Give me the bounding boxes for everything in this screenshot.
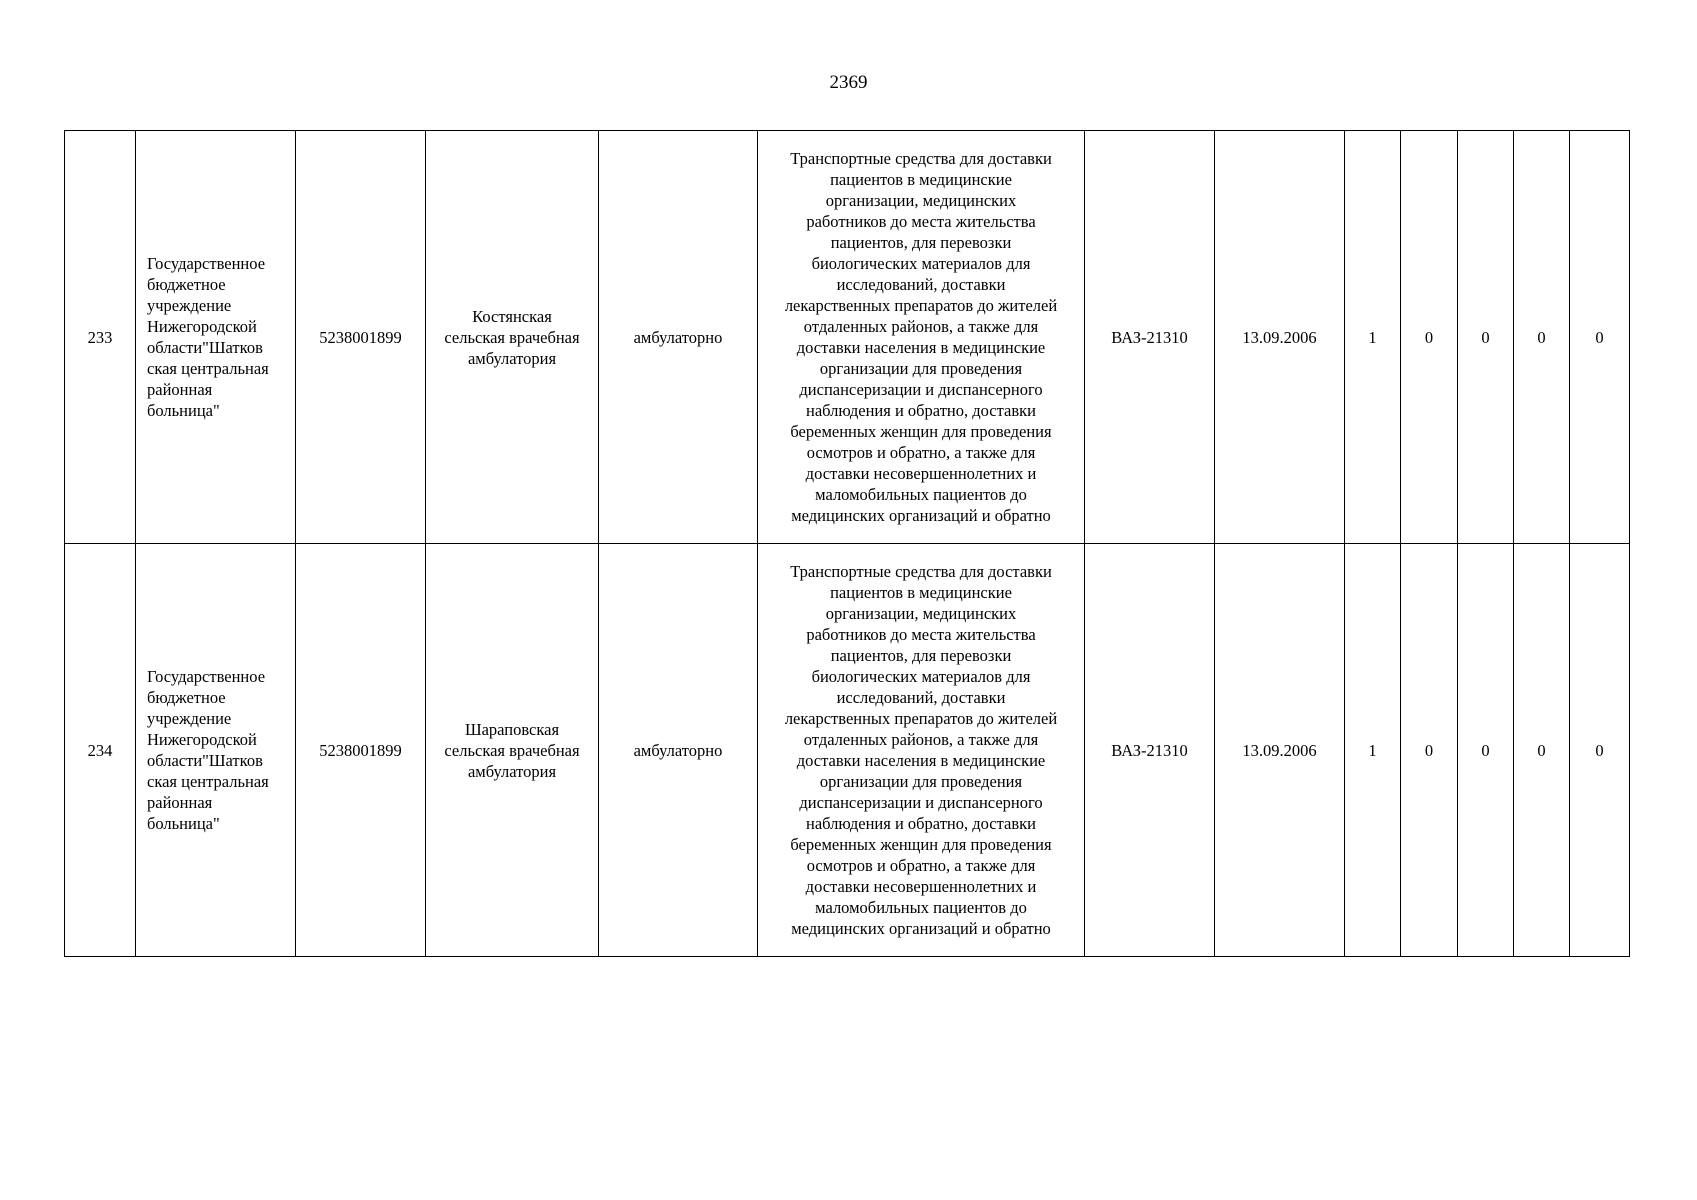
vehicle-purpose [758, 131, 1085, 544]
count-cell: 0 [1514, 131, 1570, 544]
inn: 5238001899 [296, 544, 426, 957]
care-type: амбулаторно [599, 131, 758, 544]
table-row [65, 131, 1630, 544]
organization-name [136, 131, 296, 544]
registration-date: 13.09.2006 [1215, 544, 1345, 957]
vehicle-purpose-text: Транспортные средства для доставки пациентов в медицинские организации, медицинских работников до места жительства пациентов, для перевозки биологических материалов для исследований, доставки лекарственных препаратов до жителей отдаленных районов, а также для доставки населения в медицинские организации для проведения диспансеризации и диспансерного наблюдения и обратно, доставки беременных женщин для проведения осмотров и обратно, а также для доставки несовершеннолетних и маломобильных пациентов до медицинских организаций и обратно [784, 149, 1058, 525]
vehicle-model: ВАЗ-21310 [1085, 131, 1215, 544]
vehicle-purpose [758, 544, 1085, 957]
vehicle-model: ВАЗ-21310 [1085, 544, 1215, 957]
count-cell: 0 [1458, 131, 1514, 544]
organization-name-text: Государственное бюджетное учреждение Нижегородской области"Шатков ская центральная районная больница" [147, 667, 269, 833]
unit-name [426, 544, 599, 957]
care-type: амбулаторно [599, 544, 758, 957]
row-number: 234 [65, 544, 136, 957]
organization-name [136, 544, 296, 957]
registry-table [64, 130, 1630, 957]
organization-name-text: Государственное бюджетное учреждение Нижегородской области"Шатков ская центральная районная больница" [147, 254, 269, 420]
count-cell: 0 [1401, 544, 1458, 957]
row-number: 233 [65, 131, 136, 544]
count-cell: 0 [1514, 544, 1570, 957]
unit-name [426, 131, 599, 544]
count-cell: 0 [1570, 131, 1630, 544]
unit-name-text: Костянская сельская врачебная амбулатория [444, 306, 580, 368]
vehicle-purpose-text: Транспортные средства для доставки пациентов в медицинские организации, медицинских работников до места жительства пациентов, для перевозки биологических материалов для исследований, доставки лекарственных препаратов до жителей отдаленных районов, а также для доставки населения в медицинские организации для проведения диспансеризации и диспансерного наблюдения и обратно, доставки беременных женщин для проведения осмотров и обратно, а также для доставки несовершеннолетних и маломобильных пациентов до медицинских организаций и обратно [784, 562, 1058, 938]
count-cell: 0 [1401, 131, 1458, 544]
page-number: 2369 [829, 72, 868, 93]
count-cell: 1 [1345, 131, 1401, 544]
table-row [65, 544, 1630, 957]
count-cell: 1 [1345, 544, 1401, 957]
inn: 5238001899 [296, 131, 426, 544]
unit-name-text: Шараповская сельская врачебная амбулатория [444, 719, 580, 781]
count-cell: 0 [1570, 544, 1630, 957]
registration-date: 13.09.2006 [1215, 131, 1345, 544]
count-cell: 0 [1458, 544, 1514, 957]
